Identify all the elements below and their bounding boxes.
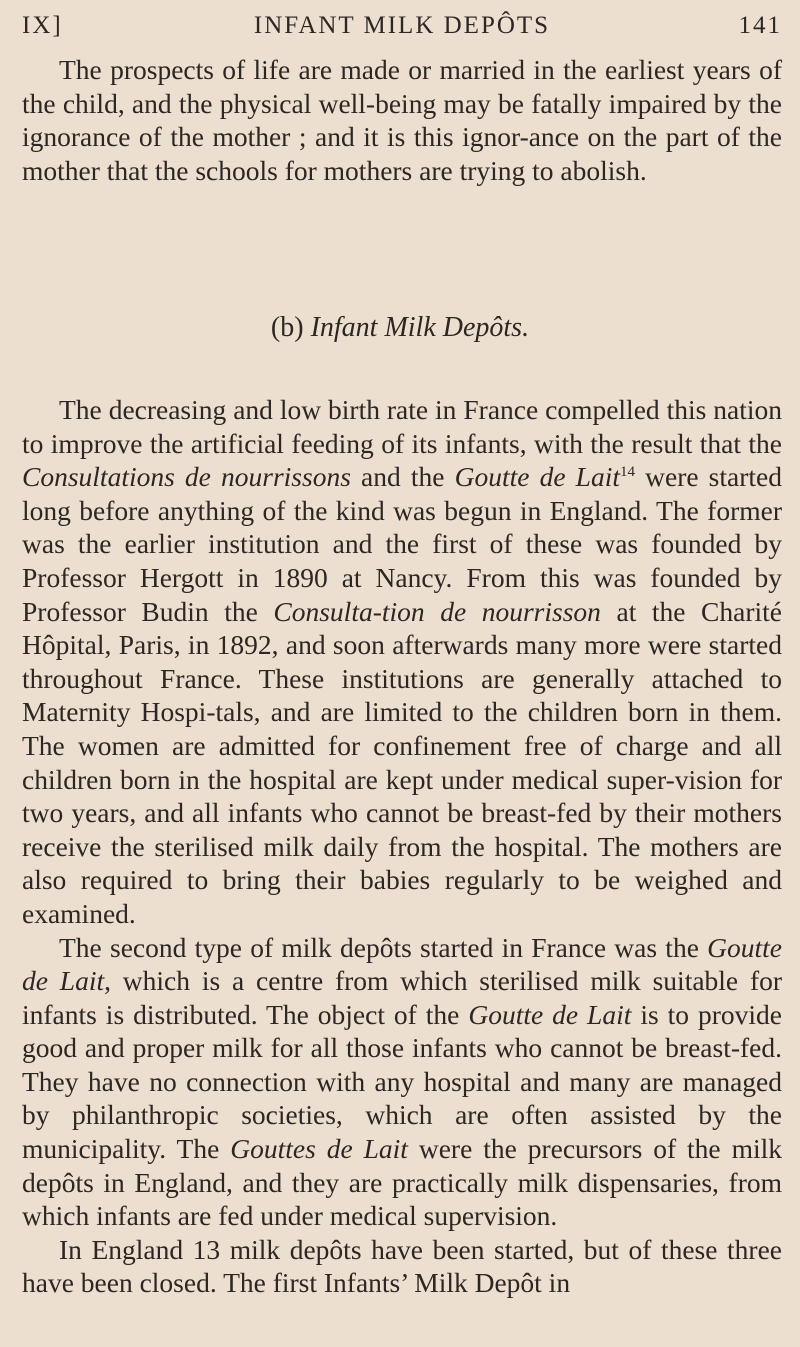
- paragraph-text: and the: [350, 461, 455, 493]
- paragraph-french-depots: [22, 393, 782, 931]
- intro-paragraph: The prospects of life are made or married in the earliest years of the child, and the physical well-being may be fatally impaired by the ignorance of the mother ; and it is this ignor-ance on the part of the mother that the schools for mothers are trying to abolish.: [22, 54, 782, 186]
- paragraph-text: at the Charité Hôpital, Paris, in 1892, and soon afterwards many more were started throughout France. These institutions are generally attached to Maternity Hospi-tals, and are limited to the children born in them. The women are admitted for confinement free of charge and all children born in the hospital are kept under medical super-vision for two years, and all infants who cannot be breast-fed by their mothers receive the sterilised milk daily from the hospital. The mothers are also required to bring their babies regularly to be weighed and examined.: [22, 595, 782, 929]
- paragraph-text: were started long before anything of the kind was begun in England. The former was the earlier institution and the first of these was founded by Professor Hergott in 1890 at Nancy. From this was founded by Professor Budin the: [22, 461, 782, 627]
- paragraph-text: is to provide good and proper milk for all those infants who cannot be breast-fed. They have no connection with any hospital and many are managed by philanthropic societies, which are often assisted by the municipality. The: [22, 998, 782, 1165]
- paragraph-england-depots: In England 13 milk depôts have been started, but of these three have been closed. The first Infants’ Milk Depôt in: [22, 1233, 782, 1299]
- section-title: Infant Milk Depôts.: [310, 312, 530, 343]
- running-head: [22, 6, 782, 46]
- paragraph-text: The second type of milk depôts started in France was the: [59, 931, 708, 963]
- main-text-block: [22, 393, 782, 1300]
- italic-term: Consulta-tion de nourrisson: [273, 595, 601, 627]
- paragraph-text: , which is a centre from which sterilised milk suitable for infants is distributed. The object of the: [22, 965, 783, 1030]
- page-number: 141: [738, 12, 782, 39]
- footnote-marker: 14: [620, 464, 635, 481]
- intro-text-block: [22, 53, 782, 187]
- paragraph-goutte-de-lait: [22, 931, 782, 1233]
- italic-term: Goutte de Lait: [468, 998, 632, 1030]
- italic-term: Gouttes de Lait: [230, 1133, 408, 1165]
- section-heading: [0, 311, 800, 345]
- running-title: INFANT MILK DEPÔTS: [253, 12, 551, 39]
- italic-term: Goutte de Lait: [454, 461, 620, 493]
- paragraph-text: were the precursors of the milk depôts in England, and they are practically milk dispensaries, from which infants are fed under medical supervision.: [22, 1133, 782, 1232]
- paragraph-text: The decreasing and low birth rate in France compelled this nation to improve the artificial feeding of its infants, with the result that the: [22, 394, 782, 459]
- italic-term: Goutte de Lait: [22, 931, 782, 997]
- italic-term: Consultations de nourrissons: [22, 461, 351, 493]
- section-label: (b): [270, 312, 304, 343]
- chapter-number: IX]: [22, 12, 63, 39]
